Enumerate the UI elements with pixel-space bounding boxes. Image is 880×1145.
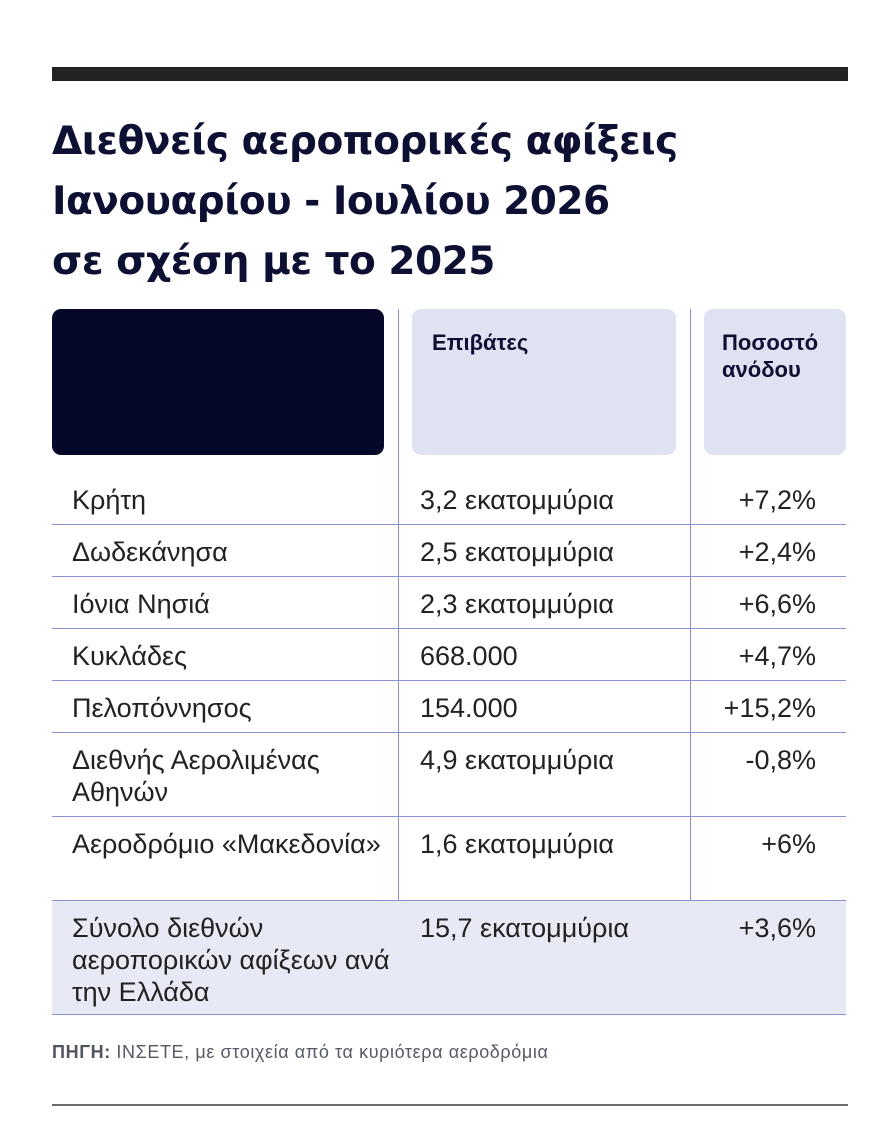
region-cell: Κρήτη: [72, 485, 147, 515]
header-growth-line-2: ανόδου: [722, 357, 801, 382]
table-row: [52, 681, 846, 733]
title-line-1: Διεθνείς αεροπορικές αφίξεις: [52, 119, 678, 164]
table-row: [52, 525, 846, 577]
passengers-cell: 668.000: [420, 641, 518, 671]
growth-cell: +4,7%: [738, 641, 816, 671]
passengers-cell: 15,7 εκατομμύρια: [420, 913, 630, 943]
passengers-cell: 2,5 εκατομμύρια: [420, 537, 614, 567]
page-title: [52, 112, 842, 292]
table-row: [52, 577, 846, 629]
top-divider-bar: [52, 67, 848, 81]
source-text: ΙΝΣΕΤΕ, με στοιχεία από τα κυριότερα αεροδρόμια: [110, 1042, 549, 1062]
growth-cell: -0,8%: [745, 745, 816, 775]
header-passengers: [412, 309, 676, 455]
header-passengers-label: Επιβάτες: [432, 330, 529, 355]
region-cell: Διεθνής Αερολιμένας Αθηνών: [72, 745, 320, 807]
header-growth-line-1: Ποσοστό: [722, 330, 819, 355]
region-cell: Πελοπόννησος: [72, 693, 252, 723]
region-cell: Κυκλάδες: [72, 641, 188, 671]
passengers-cell: 4,9 εκατομμύρια: [420, 745, 614, 775]
bottom-divider: [52, 1104, 848, 1106]
table-row: [52, 733, 846, 817]
title-line-2: Ιανουαρίου - Ιουλίου 2026: [52, 179, 610, 224]
growth-cell: +6,6%: [738, 589, 816, 619]
table-row: [52, 473, 846, 525]
table-row: [52, 629, 846, 681]
passengers-cell: 2,3 εκατομμύρια: [420, 589, 614, 619]
table-row: [52, 817, 846, 901]
growth-cell: +7,2%: [738, 485, 816, 515]
region-cell: Αεροδρόμιο «Μακεδονία»: [72, 829, 381, 859]
growth-cell: +3,6%: [738, 913, 816, 943]
region-cell: Δωδεκάνησα: [72, 537, 228, 567]
growth-cell: +2,4%: [738, 537, 816, 567]
header-blank-region-column: [52, 309, 384, 455]
total-row: [52, 901, 846, 1015]
growth-cell: +6%: [761, 829, 816, 859]
region-cell: Σύνολο διεθνών αεροπορικών αφίξεων ανά την Ελλάδα: [72, 913, 390, 1007]
header-growth-label: [722, 329, 832, 383]
title-line-3: σε σχέση με το 2025: [52, 239, 495, 284]
region-cell: Ιόνια Νησιά: [72, 589, 210, 619]
passengers-cell: 154.000: [420, 693, 518, 723]
arrivals-table: [52, 473, 846, 1015]
source-note: [52, 1042, 548, 1063]
growth-cell: +15,2%: [723, 693, 816, 723]
passengers-cell: 1,6 εκατομμύρια: [420, 829, 614, 859]
source-label: ΠΗΓΗ:: [52, 1042, 111, 1062]
passengers-cell: 3,2 εκατομμύρια: [420, 485, 614, 515]
header-growth: [704, 309, 846, 455]
